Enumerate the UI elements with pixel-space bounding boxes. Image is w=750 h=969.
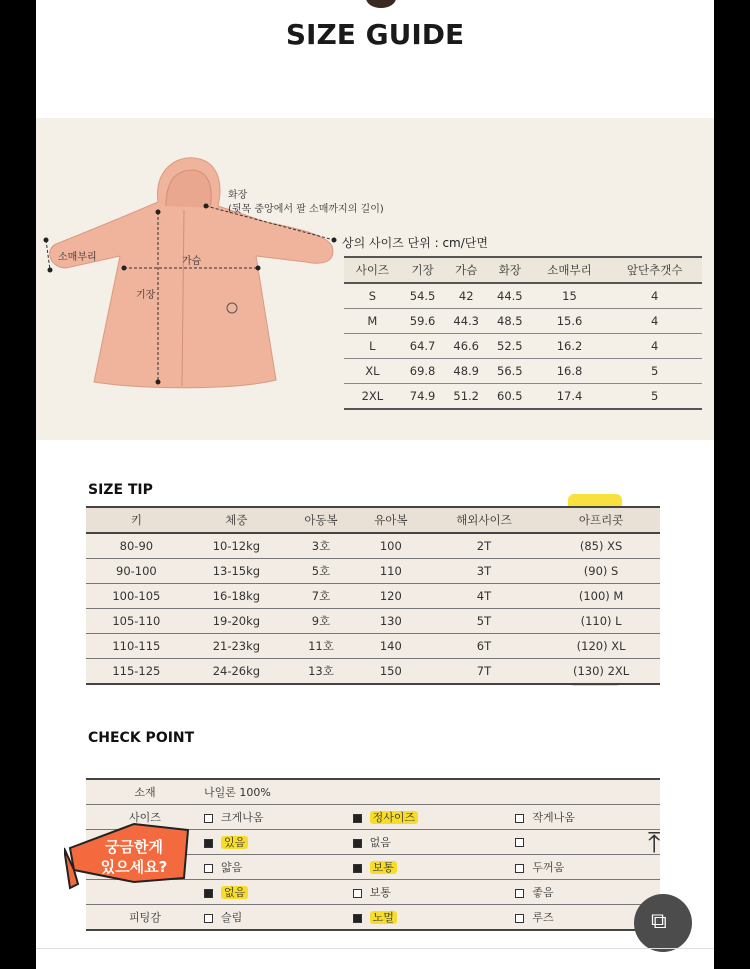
check-option — [200, 855, 349, 880]
checkbox-icon — [204, 889, 213, 898]
table-header-cell: 가슴 — [444, 257, 488, 283]
table-cell: 7T — [426, 659, 542, 685]
checkbox-icon — [515, 864, 524, 873]
checkbox-icon — [353, 839, 362, 848]
scroll-up-icon[interactable]: ⤒ — [648, 826, 661, 859]
scan-text-icon[interactable]: ⧉ — [634, 894, 692, 952]
table-cell: 9호 — [286, 609, 356, 634]
check-option — [200, 880, 349, 905]
checkbox-icon — [515, 838, 524, 847]
jacket-diagram — [36, 150, 346, 400]
table-cell: (100) M — [542, 584, 660, 609]
check-label: 피팅감 — [86, 905, 200, 931]
length-label: 기장 — [136, 290, 156, 301]
measurement-table — [344, 256, 702, 410]
table-cell: 5 — [607, 359, 702, 384]
option-label: 크게나옴 — [221, 811, 264, 824]
option-label: 보통 — [370, 861, 397, 874]
table-cell: 80-90 — [86, 533, 187, 559]
table-cell: 115-125 — [86, 659, 187, 685]
check-option — [200, 905, 349, 931]
table-cell: 100-105 — [86, 584, 187, 609]
table-cell: 24-26kg — [187, 659, 286, 685]
checkbox-icon — [204, 914, 213, 923]
option-label: 없음 — [369, 836, 391, 849]
check-option — [200, 805, 349, 830]
table-cell: 56.5 — [488, 359, 532, 384]
table-row — [86, 559, 660, 584]
table-row — [344, 384, 702, 410]
table-cell: 6T — [426, 634, 542, 659]
divider — [36, 948, 714, 949]
option-label: 좋음 — [532, 886, 554, 899]
option-label: 두꺼움 — [532, 861, 565, 874]
table-cell: 5 — [607, 384, 702, 410]
table-cell: 5T — [426, 609, 542, 634]
checkbox-icon — [353, 914, 362, 923]
table-cell: 7호 — [286, 584, 356, 609]
table-cell: XL — [344, 359, 401, 384]
table-cell: 110-115 — [86, 634, 187, 659]
table-cell: 15.6 — [532, 309, 608, 334]
option-label: 슬림 — [221, 911, 243, 924]
check-label: 소재 — [86, 779, 200, 805]
table-header-cell: 기장 — [401, 257, 445, 283]
table-cell: 3호 — [286, 533, 356, 559]
table-cell: (90) S — [542, 559, 660, 584]
table-cell: 2T — [426, 533, 542, 559]
table-cell: 42 — [444, 283, 488, 309]
table-cell: 52.5 — [488, 334, 532, 359]
table-row — [344, 334, 702, 359]
table-header-cell: 소매부리 — [532, 257, 608, 283]
check-option — [349, 830, 512, 855]
badge-line2: 있으세요? — [100, 858, 168, 876]
table-cell: 90-100 — [86, 559, 187, 584]
table-cell: S — [344, 283, 401, 309]
table-cell: 4 — [607, 334, 702, 359]
table-cell: 48.9 — [444, 359, 488, 384]
table-row — [344, 359, 702, 384]
option-label: 없음 — [221, 886, 248, 899]
table-header-cell: 키 — [86, 507, 187, 533]
table-row — [86, 659, 660, 685]
cuff-label: 소매부리 — [58, 252, 97, 263]
table-cell: 64.7 — [401, 334, 445, 359]
table-row — [86, 905, 660, 931]
table-cell: 13-15kg — [187, 559, 286, 584]
unit-note: 상의 사이즈 단위 : cm/단면 — [342, 236, 488, 250]
checkbox-icon — [204, 839, 213, 848]
option-label: 얇음 — [221, 861, 243, 874]
table-cell: 16.8 — [532, 359, 608, 384]
option-label: 루즈 — [532, 911, 554, 924]
table-header-cell: 유아복 — [356, 507, 426, 533]
option-label: 작게나옴 — [532, 811, 575, 824]
table-header-cell: 사이즈 — [344, 257, 401, 283]
table-cell: 4T — [426, 584, 542, 609]
table-cell: 140 — [356, 634, 426, 659]
check-option — [349, 905, 512, 931]
table-cell: 100 — [356, 533, 426, 559]
table-cell: (85) XS — [542, 533, 660, 559]
table-header-cell: 해외사이즈 — [426, 507, 542, 533]
table-cell: 150 — [356, 659, 426, 685]
checkbox-icon — [204, 864, 213, 873]
table-cell: 21-23kg — [187, 634, 286, 659]
table-cell: 15 — [532, 283, 608, 309]
table-cell: 120 — [356, 584, 426, 609]
table-header-cell: 아동복 — [286, 507, 356, 533]
table-cell: 17.4 — [532, 384, 608, 410]
table-row — [344, 309, 702, 334]
sleeve-length-label: 화장 — [228, 190, 248, 201]
table-cell: 54.5 — [401, 283, 445, 309]
option-label: 보통 — [369, 886, 391, 899]
check-option — [349, 805, 512, 830]
sleeve-length-note: (뒷목 중앙에서 팔 소매까지의 길이) — [228, 204, 384, 215]
checkbox-icon — [515, 914, 524, 923]
table-header-cell: 아프리콧 — [542, 507, 660, 533]
check-value: 나일론 100% — [200, 779, 660, 805]
table-cell: 44.3 — [444, 309, 488, 334]
table-header-cell: 앞단추갯수 — [607, 257, 702, 283]
table-cell: 5호 — [286, 559, 356, 584]
check-option — [511, 830, 660, 855]
table-cell: 130 — [356, 609, 426, 634]
table-header-cell: 화장 — [488, 257, 532, 283]
table-cell: M — [344, 309, 401, 334]
table-row — [86, 584, 660, 609]
table-cell: 44.5 — [488, 283, 532, 309]
option-label: 있음 — [221, 836, 248, 849]
size-tip-title: SIZE TIP — [88, 482, 153, 498]
check-option — [200, 830, 349, 855]
table-cell: 59.6 — [401, 309, 445, 334]
checkbox-icon — [353, 889, 362, 898]
page-title: SIZE GUIDE — [285, 18, 465, 51]
table-cell: (130) 2XL — [542, 659, 660, 685]
logo-blob — [366, 0, 396, 8]
table-cell: 16-18kg — [187, 584, 286, 609]
table-header-row — [86, 507, 660, 533]
table-cell: 46.6 — [444, 334, 488, 359]
size-guide-page — [36, 0, 714, 969]
table-cell: 19-20kg — [187, 609, 286, 634]
table-row — [86, 533, 660, 559]
checkbox-icon — [353, 864, 362, 873]
table-header-cell: 체중 — [187, 507, 286, 533]
table-cell: 11호 — [286, 634, 356, 659]
badge-line1: 궁금한게 — [105, 838, 163, 856]
table-cell: 48.5 — [488, 309, 532, 334]
size-tip-table — [86, 506, 660, 685]
chest-label: 가슴 — [182, 256, 202, 267]
table-cell: 10-12kg — [187, 533, 286, 559]
check-option — [511, 805, 660, 830]
table-row — [86, 634, 660, 659]
table-cell: (120) XL — [542, 634, 660, 659]
checkbox-icon — [515, 889, 524, 898]
check-label: 사이즈 — [86, 805, 200, 830]
table-cell: 4 — [607, 309, 702, 334]
table-row — [86, 609, 660, 634]
check-option — [511, 880, 660, 905]
table-cell: 69.8 — [401, 359, 445, 384]
option-label: 노멀 — [370, 911, 397, 924]
table-cell: 2XL — [344, 384, 401, 410]
table-cell: 4 — [607, 283, 702, 309]
table-cell: 16.2 — [532, 334, 608, 359]
check-option — [349, 855, 512, 880]
checkbox-icon — [204, 814, 213, 823]
table-cell: 105-110 — [86, 609, 187, 634]
check-point-title: CHECK POINT — [88, 730, 195, 746]
table-cell: 3T — [426, 559, 542, 584]
check-option — [511, 855, 660, 880]
table-cell: 51.2 — [444, 384, 488, 410]
table-cell: (110) L — [542, 609, 660, 634]
table-cell: 60.5 — [488, 384, 532, 410]
table-row — [344, 283, 702, 309]
table-cell: 13호 — [286, 659, 356, 685]
check-option — [349, 880, 512, 905]
table-cell: L — [344, 334, 401, 359]
megaphone-icon — [64, 818, 194, 890]
table-cell: 110 — [356, 559, 426, 584]
checkbox-icon — [353, 814, 362, 823]
table-cell: 74.9 — [401, 384, 445, 410]
table-row — [86, 779, 660, 805]
checkbox-icon — [515, 814, 524, 823]
option-label: 정사이즈 — [370, 811, 419, 824]
table-header-row — [344, 257, 702, 283]
